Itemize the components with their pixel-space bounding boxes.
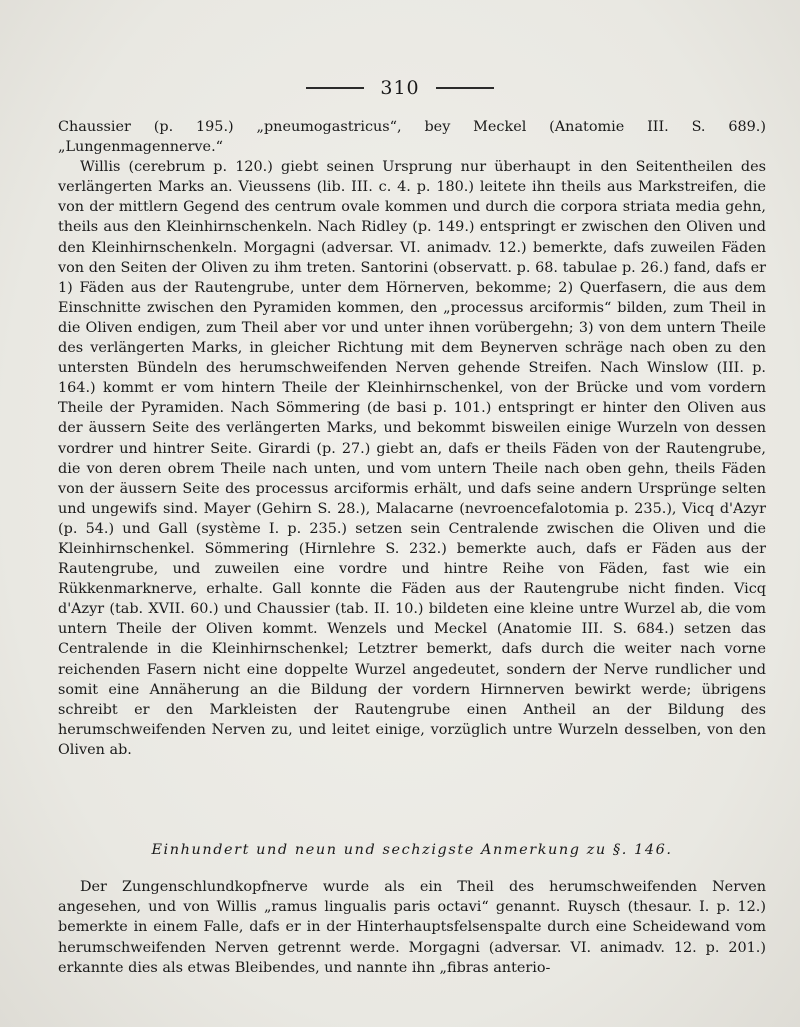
main-text (58, 117, 766, 760)
note-text (58, 877, 766, 978)
page-number: 310 (380, 77, 420, 99)
paragraph-continued: Chaussier (p. 195.) „pneumogastricus“, bey Meckel (Anatomie III. S. 689.) „Lungenmagennerve.“ (58, 119, 766, 156)
note-paragraph: Der Zungenschlundkopfnerve wurde als ein Theil des herumschweifenden Nerven angesehen, und von Willis „ramus lingualis paris octavi“ genannt. Ruysch (thesaur. I. p. 12.) bemerkte in einem Falle, dafs er in der Hinterhauptsfelsenspalte durch eine Scheidewand vom herumschweifenden Nerven getrennt werde. Morgagni (adversar. VI. animadv. 12. p. 201.) erkannte dies als etwas Bleibendes, und nannte ihn „fibras anterio- (58, 879, 766, 976)
note-heading: Einhundert und neun und sechzigste Anmerkung zu §. 146. (151, 842, 673, 858)
header-rule-left (306, 87, 364, 89)
paragraph-origins: Willis (cerebrum p. 120.) giebt seinen Ursprung nur überhaupt in den Seitentheilen des verlängerten Marks an. Vieussens (lib. III. c. 4. p. 180.) leitete ihn theils aus Markstreifen, die von der mittlern Gegend des centrum ovale kommen und durch die corpora striata media gehn, theils aus den Kleinhirnschenkeln. Nach Ridley (p. 149.) entspringt er zwischen den Oliven und den Kleinhirnschenkeln. Morgagni (adversar. VI. animadv. 12.) bemerkte, dafs zuweilen Fäden von den Seiten der Oliven zu ihm treten. Santorini (observatt. p. 68. tabulae p. 26.) fand, dafs er 1) Fäden aus der Rautengrube, unter dem Hörnerven, bekomme; 2) Querfasern, die aus dem Einschnitte zwischen den Pyramiden kommen, den „processus arciformis“ bilden, zum Theil in die Oliven endigen, zum Theil aber vor und unter ihnen vorübergehn; 3) von dem untern Theile des verlängerten Marks, in gleicher Richtung mit dem Beynerven schräge nach oben zu den untersten Bündeln des herumschweifenden Nerven gehende Streifen. Nach Winslow (III. p. 164.) kommt er vom hintern Theile der Kleinhirnschenkel, von der Brücke und vom vordern Theile der Pyramiden. Nach Sömmering (de basi p. 101.) entspringt er hinter den Oliven aus der äussern Seite des verlängerten Marks, und bekommt bisweilen einige Wurzeln von dessen vordrer und hintrer Seite. Girardi (p. 27.) giebt an, dafs er theils Fäden von der Rautengrube, die von deren obrem Theile nach unten, und vom untern Theile nach oben gehn, theils Fäden von der äussern Seite des processus arciformis erhält, und dafs seine andern Ursprünge selten und ungewifs sind. Mayer (Gehirn S. 28.), Malacarne (nevroencefalotomia p. 235.), Vicq d'Azyr (p. 54.) und Gall (système I. p. 235.) setzen sein Centralende zwischen die Oliven und die Kleinhirnschenkel. Sömmering (Hirnlehre S. 232.) bemerkte auch, dafs er Fäden aus der Rautengrube, und zuweilen eine vordre und hintre Reihe von Fäden, fast wie ein Rükkenmarknerve, erhalte. Gall konnte die Fäden aus der Rautengrube nicht finden. Vicq d'Azyr (tab. XVII. 60.) und Chaussier (tab. II. 10.) bildeten eine kleine untre Wurzel ab, die vom untern Theile der Oliven kommt. Wenzels und Meckel (Anatomie III. S. 684.) setzen das Centralende in die Kleinhirnschenkel; Letztrer bemerkt, dafs durch die weiter nach vorne reichenden Fasern nicht eine doppelte Wurzel angedeutet, sondern der Nerve rundlicher und somit eine Annäherung an die Bildung der vordern Hirnnerven bewirkt werde; übrigens schreibt er den Markleisten der Rautengrube einen Antheil an der Bildung des herumschweifenden Nerven zu, und leitet einige, vorzüglich untre Wurzeln desselben, von den Oliven ab. (58, 159, 766, 758)
header-rule-right (436, 87, 494, 89)
page-header (0, 76, 800, 100)
